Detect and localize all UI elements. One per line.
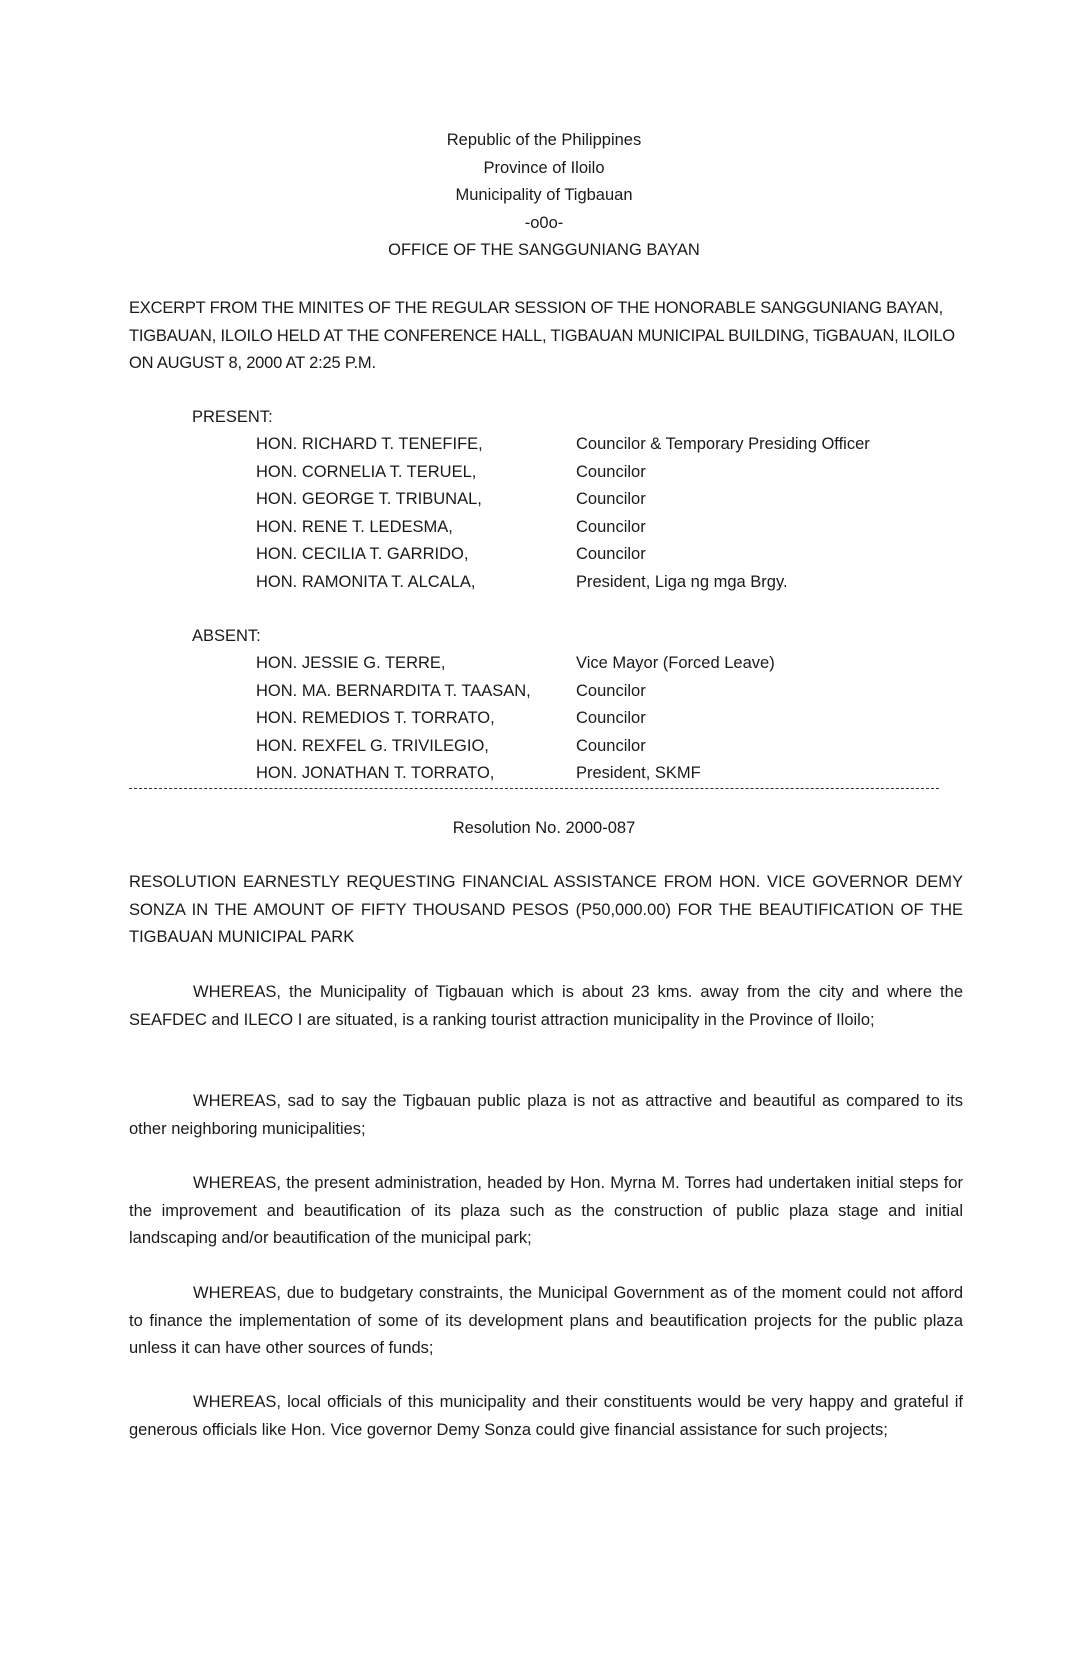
present-label: PRESENT:	[192, 408, 273, 426]
roster-row	[256, 650, 956, 678]
member-name: HON. GEORGE T. TRIBUNAL,	[256, 490, 482, 508]
member-name: HON. CECILIA T. GARRIDO,	[256, 545, 469, 563]
member-role: Councilor	[576, 545, 646, 563]
roster-row	[256, 760, 956, 788]
member-name: HON. JONATHAN T. TORRATO,	[256, 764, 495, 782]
member-role: Councilor	[576, 517, 646, 536]
roster-row	[256, 431, 956, 459]
member-role: Vice Mayor (Forced Leave)	[576, 654, 775, 672]
header-municipality: Municipality of Tigbauan	[455, 186, 633, 204]
minutes-excerpt: EXCERPT FROM THE MINITES OF THE REGULAR SESSION OF THE HONORABLE SANGGUNIANG BAYAN, TIGBAUAN, ILOILO HELD AT THE CONFERENCE HALL, TIGBAUAN MUNICIPAL BUILDING, TiGBAUAN, ILOILO ON AUGUST 8, 2000 AT 2:25 P.M.	[129, 299, 955, 372]
member-name: HON. REXFEL G. TRIVILEGIO,	[256, 736, 489, 755]
header-country: Republic of the Philippines	[446, 131, 642, 149]
whereas-paragraph: WHEREAS, the Municipality of Tigbauan which is about 23 kms. away from the city and where the SEAFDEC and ILECO I are situated, is a ranking tourist attraction municipality in the Province of Iloilo;	[129, 983, 963, 1029]
roster-row	[256, 541, 956, 569]
member-name: HON. RENE T. LEDESMA,	[256, 517, 453, 536]
absent-roster	[256, 650, 956, 788]
member-role: Councilor	[576, 709, 646, 727]
roster-row	[256, 514, 956, 542]
member-name: HON. RAMONITA T. ALCALA,	[256, 572, 476, 591]
member-role: Councilor	[576, 736, 646, 755]
member-name: HON. CORNELIA T. TERUEL,	[256, 462, 477, 481]
roster-row	[256, 459, 956, 487]
member-role: Councilor	[576, 490, 646, 508]
member-name: HON. JESSIE G. TERRE,	[256, 654, 446, 672]
whereas-paragraph: WHEREAS, local officials of this municipality and their constituents would be very happy and grateful if generous officials like Hon. Vice governor Demy Sonza could give financial assistance for such projects;	[129, 1393, 963, 1439]
roster-row	[256, 733, 956, 761]
dashed-divider	[129, 788, 939, 789]
absent-label: ABSENT:	[192, 627, 261, 645]
member-name: HON. REMEDIOS T. TORRATO,	[256, 709, 495, 727]
roster-row	[256, 705, 956, 733]
resolution-title: RESOLUTION EARNESTLY REQUESTING FINANCIAL ASSISTANCE FROM HON. VICE GOVERNOR DEMY SONZA IN THE AMOUNT OF FIFTY THOUSAND PESOS (P50,000.00) FOR THE BEAUTIFICATION OF THE TIGBAUAN MUNICIPAL PARK	[129, 873, 963, 946]
member-name: HON. MA. BERNARDITA T. TAASAN,	[256, 681, 531, 700]
roster-row	[256, 486, 956, 514]
member-role: President, SKMF	[576, 764, 701, 782]
member-role: Councilor	[576, 462, 646, 481]
member-role: President, Liga ng mga Brgy.	[576, 572, 788, 591]
member-role: Councilor	[576, 681, 646, 700]
resolution-number: Resolution No. 2000-087	[452, 819, 636, 837]
whereas-paragraph: WHEREAS, due to budgetary constraints, the Municipal Government as of the moment could not afford to finance the implementation of some of its development plans and beautification projects for the public plaza unless it can have other sources of funds;	[129, 1284, 963, 1357]
header-ornament: -o0o-	[524, 213, 564, 232]
roster-row	[256, 569, 956, 597]
whereas-paragraph: WHEREAS, the present administration, headed by Hon. Myrna M. Torres had undertaken initial steps for the improvement and beautification of its plaza such as the construction of public plaza stage and initial landscaping and/or beautification of the municipal park;	[129, 1174, 963, 1247]
header-province: Province of Iloilo	[483, 158, 605, 177]
header-office: OFFICE OF THE SANGGUNIANG BAYAN	[388, 241, 700, 259]
roster-row	[256, 678, 956, 706]
present-roster	[256, 431, 956, 596]
whereas-paragraph: WHEREAS, sad to say the Tigbauan public plaza is not as attractive and beautiful as compared to its other neighboring municipalities;	[129, 1092, 963, 1138]
member-name: HON. RICHARD T. TENEFIFE,	[256, 435, 483, 453]
document-header	[0, 127, 1088, 265]
member-role: Councilor & Temporary Presiding Officer	[576, 435, 870, 453]
